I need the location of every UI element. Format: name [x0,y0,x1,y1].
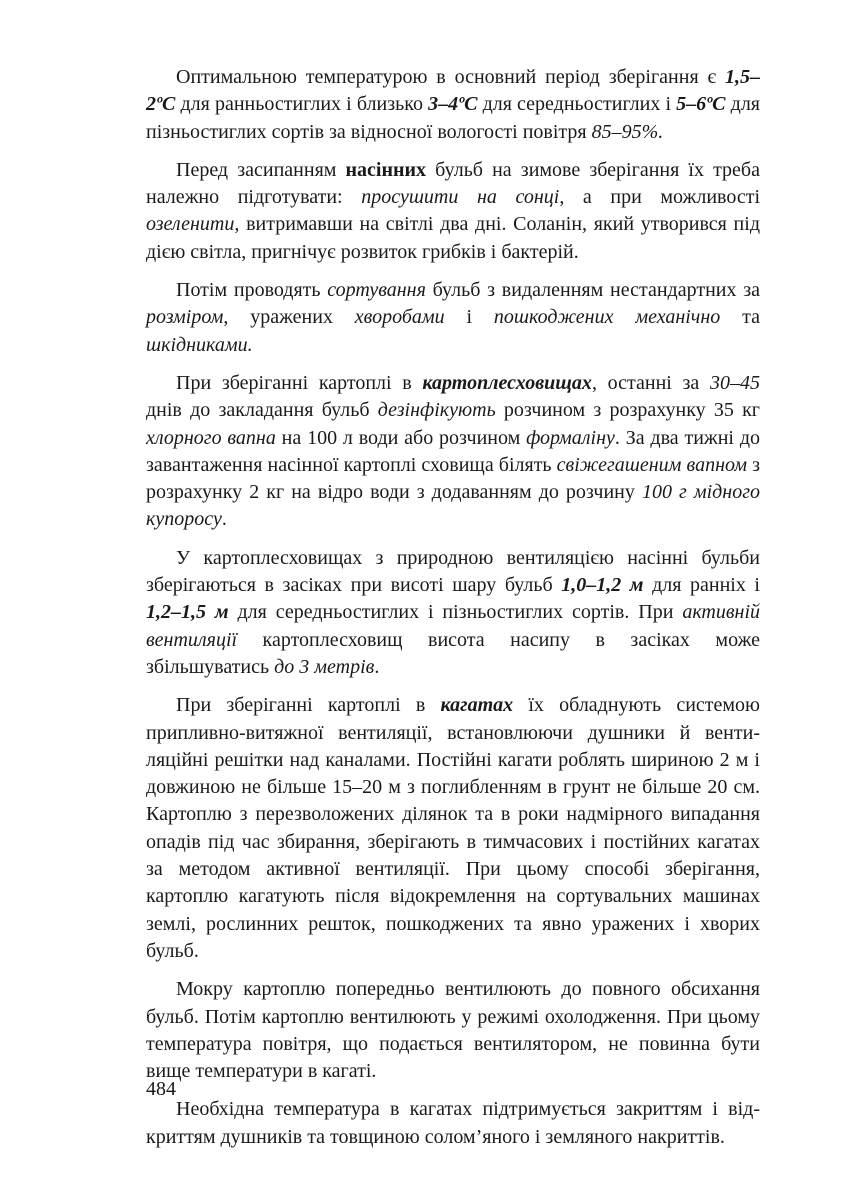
emphasized-text: дезінфікують [377,399,496,422]
emphasized-text: шкідниками. [146,333,253,356]
text-run: бульб з видаленням нестандартних за [425,279,760,302]
emphasized-text: озеленити [146,213,235,236]
text-run: Перед засипанням [176,158,346,181]
emphasized-text: сортування [327,279,426,302]
emphasized-text: 85–95%. [591,120,664,143]
text-run: У картоплесховищах з природною вентиляцією насінні бульби зберігаються в засіках при висоті шару бульб [146,546,760,597]
paragraph [146,545,760,681]
text-run: . [374,655,380,678]
emphasized-text: 3–4ºС [428,93,478,116]
text-run: Мокру картоплю попередньо вентилюють до повного обсихання бульб. Потім картоплю вентилюють у режимі охолодження. При цьому температура повітря, що подається вентилятором, не повинна бути вище температури в кагаті. [146,978,760,1083]
paragraph [146,692,760,965]
emphasized-text: розміром [146,306,224,329]
emphasized-text: насінних [345,158,427,181]
emphasized-text: 5–6ºС [676,93,726,116]
emphasized-text: пошкоджених механічно [493,306,721,329]
emphasized-text: картоплесховищах [422,371,592,394]
text-body [146,64,760,1151]
text-run: , уражених [223,306,355,329]
emphasized-text: хлорного вапна [146,426,276,449]
text-run: для середньостиглих і пізньостиглих сортів. При [228,601,683,624]
text-run: картоплесховищ висота насипу в засіках може збільшуватись [146,628,760,678]
text-run: . [221,508,227,531]
paragraph [146,370,760,534]
paragraph [146,1096,760,1151]
emphasized-text: хворобами [354,306,445,329]
text-run: Потім проводять [176,279,328,302]
paragraph [146,277,760,359]
text-run: для середньостиглих і [477,93,677,116]
text-run: При зберіганні картоплі в [176,371,423,394]
text-run: Оптимальною температурою в основний період зберігання є [176,66,725,88]
text-run: для пізньостиглих сортів за відносної вологості повітря [146,93,761,143]
text-run: Необхідна температура в кагатах підтримується закриттям і відкриттям душників та товщиною солом’яного і земляного накриттів. [146,1098,760,1148]
emphasized-text: активній вентиляції [146,601,761,651]
text-run: і [444,306,494,329]
paragraph [146,157,760,266]
paragraph [146,976,760,1085]
text-run: для ранньостиглих і близько [175,93,429,116]
text-run: . За два тижні до завантаження насінної картоплі сховища білять [146,426,760,476]
page-number: 484 [146,1078,176,1100]
emphasized-text: до 3 метрів [274,655,375,678]
text-run: , витримавши на світлі два дні. Соланін, який утворився під дією світла, пригнічує розвиток грибків і бактерій. [146,213,760,263]
emphasized-text: 1,0–1,2 м [561,574,644,597]
text-run: При зберіганні картоплі в [176,694,441,717]
text-run: розчином з розрахунку 35 кг [495,399,760,422]
emphasized-text: 1,2–1,5 м [146,601,229,624]
text-run: бульб на зимове зберігання їх треба належно підготувати: [146,158,760,209]
text-run: на 100 л води або розчином [275,426,527,449]
text-run: для ранніх і [643,574,760,597]
text-run: , останні за [591,371,711,394]
text-run: днів до закладання бульб [146,399,378,422]
emphasized-text: 30–45 [710,371,761,394]
text-run: та [720,306,760,329]
text-run: з розрахунку 2 кг на відро води з додаванням до розчину [146,453,760,504]
text-run: їх обладнують системою припливно-витяжної вентиляції, встановлюючи душники й вентиляційні решітки над каналами. Постійні кагати роблять шириною 2 м і довжиною не більше 15–20 м з поглибленням в грунт не більше 20 см. Картоплю з перезволожених ділянок та в роки надмірного випадання опадів під час збирання, зберігають в тимчасових і постійних кагатах за методом активної вентиляції. При цьому способі зберігання, картоплю кагатують після відокремлення на сортувальних машинах землі, рослинних решток, пошкоджених та явно уражених і хворих бульб. [146,694,760,962]
emphasized-text: 100 г мідного купоросу [146,481,760,531]
text-run: , а при можливості [559,186,761,209]
emphasized-text: 1,5–2ºС [146,66,760,116]
emphasized-text: просушити на сонці [361,186,560,209]
emphasized-text: свіжегашеним вапном [556,453,747,476]
emphasized-text: формаліну [526,426,615,449]
emphasized-text: кагатах [440,694,514,717]
paragraph [146,64,760,146]
